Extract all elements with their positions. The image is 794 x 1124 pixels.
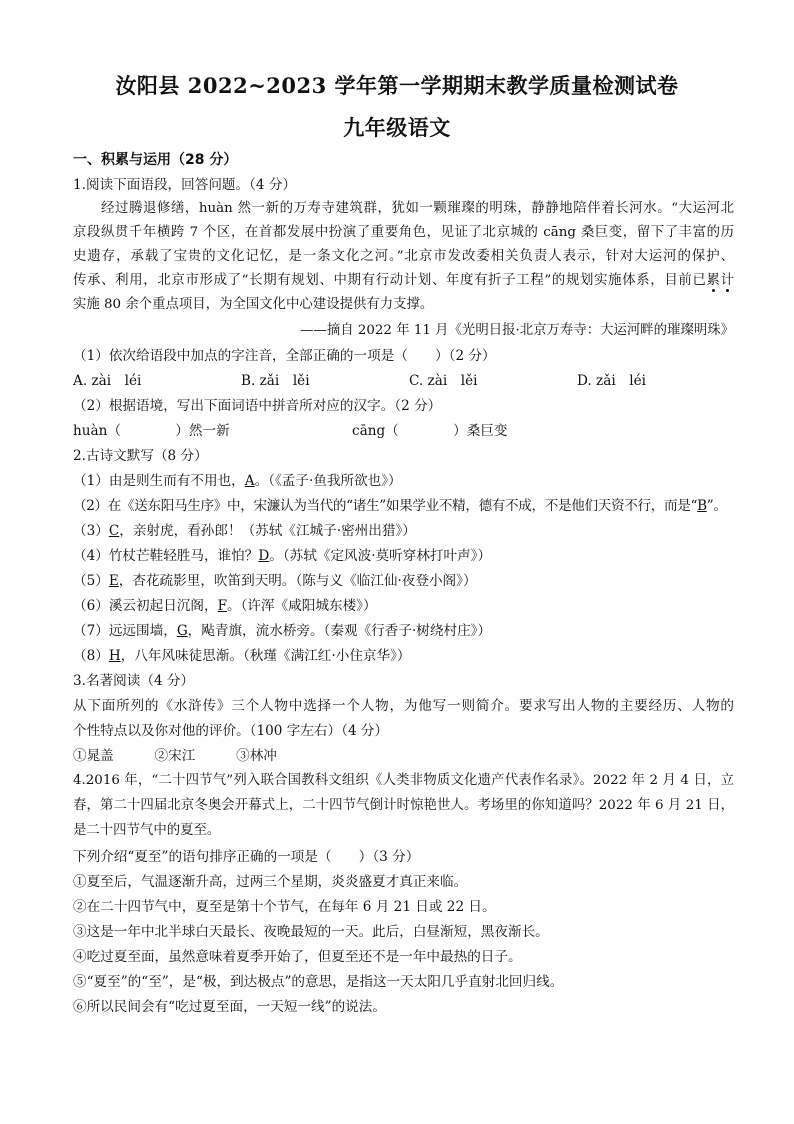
- q2-item: [73, 546, 734, 566]
- q1-blank-huan: huàn（ ）然一新: [73, 423, 230, 439]
- q1-option-b: B. zǎi lěi: [241, 373, 310, 389]
- q2-item-text: （3）: [73, 523, 109, 539]
- q4-sentence: ⑤“夏至”的“至”，是“极，到达极点”的意思，是指这一天太阳几乎直射北回归线。: [73, 974, 564, 990]
- q2-blank-key: D: [258, 548, 270, 564]
- q4-sentence: ④吃过夏至面，虽然意味着夏季开始了，但夏至还不是一年中最热的日子。: [73, 949, 522, 965]
- exam-subtitle: 九年级语文: [343, 115, 451, 140]
- q4-sentence: ⑥所以民间会有“吃过夏至面，一天短一线”的说法。: [73, 999, 386, 1015]
- q1-sub1: （1）依次给语段中加点的字注音，全部正确的一项是（ ）（2 分）: [73, 348, 496, 364]
- q2-item-text: （2）在《送东阳马生序》中，宋濂认为当代的“诸生”如果学业不精，德有不成，不是他们天资不行，而是“: [73, 498, 698, 514]
- q3-body-line: 个性特点以及你对他的评价。（100 字左右）（4 分）: [73, 723, 389, 739]
- section-heading: 一、积累与运用（28 分）: [73, 152, 238, 168]
- q2-item: [73, 596, 734, 616]
- q2-item-text: （1）由是则生而有不用也，: [73, 473, 245, 489]
- q2-blank-key: E: [108, 573, 119, 589]
- q4-sentence: ③这是一年中北半球白天最长、夜晚最短的一天。此后，白昼渐短，黑夜渐长。: [73, 924, 549, 940]
- q2-blank-key: A: [244, 473, 255, 489]
- q2-item: [73, 621, 734, 641]
- q2-item-text: 。（苏轼《定风波·莫听穿林打叶声》）: [269, 548, 492, 564]
- q2-item: [73, 521, 734, 541]
- dotted-char: 计: [720, 273, 734, 288]
- q1-passage-line: 史遗存，承载了宝贵的文化记忆，是一条文化之河。”北京市发改委相关负责人表示，针对大运河的保护、: [73, 249, 734, 264]
- q1-sub2: （2）根据语境，写出下面词语中拼音所对应的汉字。（2 分）: [73, 398, 442, 414]
- q2-item: [73, 646, 734, 666]
- q2-item-text: （8）: [73, 648, 109, 664]
- q3-prompt: 3.名著阅读（4 分）: [73, 673, 195, 689]
- q1-passage-line-dotted: [73, 271, 734, 291]
- q4-intro-line: 春，第二十四届北京冬奥会开幕式上，二十四节气倒计时惊艳世人。考场里的你知道吗？2022 年 6 月 21 日，: [73, 798, 734, 813]
- q2-item-text: ，亲射虎，看孙郎！（苏轼《江城子·密州出猎》）: [119, 523, 416, 539]
- q1-option-d: D. zǎi léi: [577, 373, 647, 389]
- q3-body-line: 从下面所列的《水浒传》三个人物中选择一个人物，为他写一则简介。要求写出人物的主要经历、人物的: [73, 698, 734, 714]
- exam-title: 汝阳县 2022~2023 学年第一学期期末教学质量检测试卷: [115, 73, 679, 98]
- q3-choices: ①晁盖 ②宋江 ③林冲: [73, 748, 277, 764]
- q2-item-text: 。（许浑《咸阳城东楼》）: [227, 598, 377, 614]
- q2-item: [73, 571, 734, 591]
- q2-item: [73, 471, 734, 491]
- q1-passage-line: 实施 80 余个重点项目，为全国文化中心建设提供有力支撑。: [73, 297, 434, 312]
- q4-prompt: 下列介绍“夏至”的语句排序正确的一项是（ ）（3 分）: [73, 849, 420, 865]
- dotted-char: 累: [706, 273, 721, 288]
- q1-passage-line: 经过腾退修缮，huàn 然一新的万寿寺建筑群，犹如一颗璀璨的明珠，静静地陪伴着长河水。“大运河北: [101, 201, 734, 216]
- q2-item-text: ，杏花疏影里，吹笛到天明。（陈与义《临江仙·夜登小阁》）: [118, 573, 477, 589]
- q1-blank-cang: cāng（ ）桑巨变: [352, 423, 508, 439]
- q2-item-text: （6）溪云初起日沉阁，: [73, 598, 218, 614]
- q2-blank-key: G: [176, 623, 188, 639]
- q1-source: ——摘自 2022 年 11 月《光明日报·北京万寿寺：大运河畔的璀璨明珠》: [300, 323, 734, 338]
- q1-passage-text: 传承、利用，北京市形成了“长期有规划、中期有行动计划、年度有折子工程”的规划实施体系，目前已: [73, 273, 707, 288]
- q1-prompt: 1.阅读下面语段，回答问题。（4 分）: [73, 177, 297, 193]
- q4-sentence: ②在二十四节气中，夏至是第十个节气，在每年 6 月 21 日或 22 日。: [73, 899, 496, 915]
- q2-item-text: （4）竹杖芒鞋轻胜马，谁怕？: [73, 548, 259, 564]
- q2-item-text: （7）远远围墙，: [73, 623, 177, 639]
- q2-prompt: 2.古诗文默写（8 分）: [73, 448, 208, 464]
- q4-sentence: ①夏至后，气温逐渐升高，过两三个星期，炎炎盛夏才真正来临。: [73, 874, 468, 890]
- q2-blank-key: C: [108, 523, 120, 539]
- q2-item-text: ，八年风味徒思渐。（秋瑾《满江红·小住京华》）: [120, 648, 411, 664]
- q1-option-c: C. zài lěi: [409, 373, 478, 389]
- q2-blank-key: F: [217, 598, 228, 614]
- q1-option-a: A. zài léi: [73, 373, 142, 389]
- q2-item-text: 。（《孟子·鱼我所欲也》）: [254, 473, 402, 489]
- q2-item-text: ”。: [706, 498, 727, 514]
- q1-passage-line: 京段纵贯千年横跨 7 个区，在首都发展中扮演了重要角色，见证了北京城的 cāng 桑巨变，留下了丰富的历: [73, 225, 734, 240]
- q4-intro-line: 4.2016 年，“二十四节气”列入联合国教科文组织《人类非物质文化遗产代表作名录》。2022 年 2 月 4 日，立: [73, 773, 734, 788]
- q2-item-text: ，飐青旗，流水桥旁。（秦观《行香子·树绕村庄》）: [187, 623, 492, 639]
- q4-intro-line: 是二十四节气中的夏至。: [73, 823, 221, 838]
- q2-blank-key: H: [108, 648, 121, 664]
- q2-blank-key: B: [697, 498, 707, 514]
- q2-item: [73, 496, 734, 516]
- q2-item-text: （5）: [73, 573, 109, 589]
